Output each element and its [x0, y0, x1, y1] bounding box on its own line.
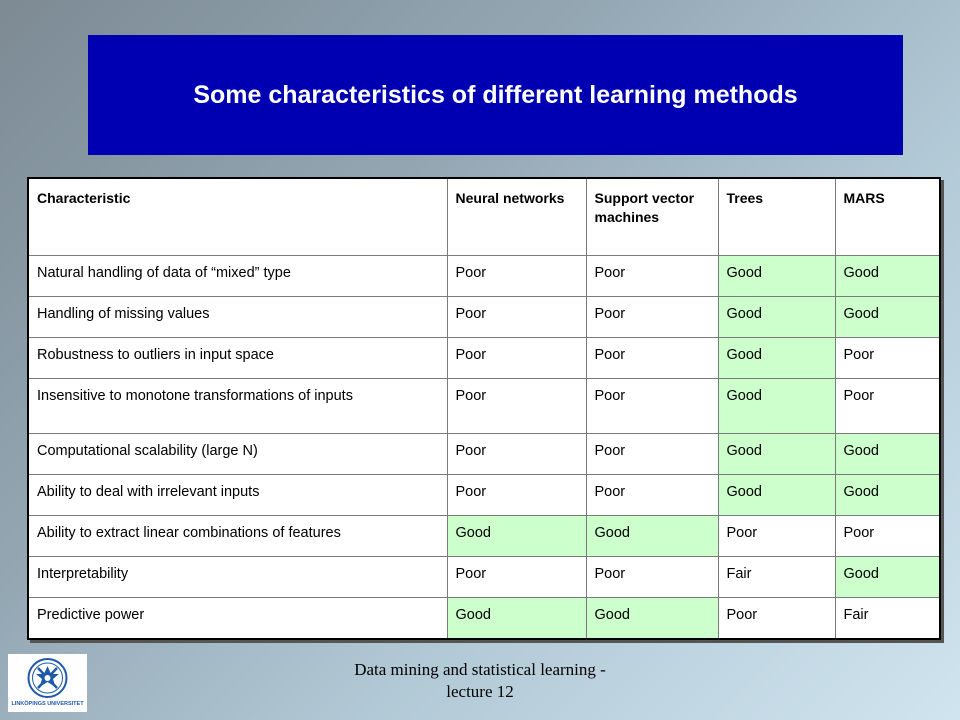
cell-characteristic: Natural handling of data of “mixed” type [28, 256, 447, 297]
cell-trees: Poor [718, 516, 835, 557]
cell-characteristic: Computational scalability (large N) [28, 434, 447, 475]
page-title: Some characteristics of different learning methods [193, 80, 798, 109]
cell-support-vector-machines: Poor [586, 379, 718, 434]
cell-mars: Poor [835, 516, 940, 557]
cell-characteristic: Robustness to outliers in input space [28, 338, 447, 379]
header-neural-networks: Neural networks [447, 178, 586, 256]
cell-characteristic: Ability to extract linear combinations of features [28, 516, 447, 557]
cell-support-vector-machines: Poor [586, 434, 718, 475]
cell-trees: Poor [718, 598, 835, 640]
cell-neural-networks: Poor [447, 379, 586, 434]
cell-neural-networks: Poor [447, 297, 586, 338]
table-row [28, 297, 940, 338]
cell-support-vector-machines: Poor [586, 475, 718, 516]
table-row [28, 434, 940, 475]
cell-support-vector-machines: Poor [586, 256, 718, 297]
logo-text: LINKÖPINGS UNIVERSITET [11, 701, 84, 707]
cell-support-vector-machines: Poor [586, 338, 718, 379]
footer-line-1: Data mining and statistical learning - [354, 660, 606, 679]
cell-mars: Good [835, 557, 940, 598]
cell-trees: Good [718, 434, 835, 475]
cell-neural-networks: Poor [447, 475, 586, 516]
cell-mars: Good [835, 297, 940, 338]
table-row [28, 516, 940, 557]
cell-trees: Good [718, 256, 835, 297]
cell-characteristic: Predictive power [28, 598, 447, 640]
table-row [28, 475, 940, 516]
cell-trees: Good [718, 475, 835, 516]
cell-neural-networks: Poor [447, 557, 586, 598]
header-support-vector-machines: Support vector machines [586, 178, 718, 256]
cell-mars: Poor [835, 379, 940, 434]
cell-mars: Fair [835, 598, 940, 640]
cell-trees: Good [718, 297, 835, 338]
footer-text [300, 659, 660, 703]
cell-neural-networks: Good [447, 516, 586, 557]
table-row [28, 557, 940, 598]
table-row [28, 379, 940, 434]
cell-mars: Good [835, 256, 940, 297]
cell-neural-networks: Poor [447, 338, 586, 379]
cell-support-vector-machines: Good [586, 598, 718, 640]
cell-characteristic: Insensitive to monotone transformations of inputs [28, 379, 447, 434]
cell-support-vector-machines: Poor [586, 297, 718, 338]
cell-mars: Good [835, 475, 940, 516]
table-header-row [28, 178, 940, 256]
footer-line-2: lecture 12 [446, 682, 514, 701]
header-characteristic: Characteristic [28, 178, 447, 256]
header-mars: MARS [835, 178, 940, 256]
cell-neural-networks: Poor [447, 256, 586, 297]
cell-characteristic: Ability to deal with irrelevant inputs [28, 475, 447, 516]
comparison-table [27, 177, 941, 640]
cell-characteristic: Interpretability [28, 557, 447, 598]
cell-trees: Good [718, 338, 835, 379]
table-row [28, 338, 940, 379]
cell-mars: Poor [835, 338, 940, 379]
cell-trees: Fair [718, 557, 835, 598]
cell-characteristic: Handling of missing values [28, 297, 447, 338]
header-trees: Trees [718, 178, 835, 256]
cell-support-vector-machines: Poor [586, 557, 718, 598]
university-logo [8, 654, 87, 712]
cell-neural-networks: Good [447, 598, 586, 640]
table-row [28, 598, 940, 640]
title-banner [88, 35, 903, 155]
table-row [28, 256, 940, 297]
cell-trees: Good [718, 379, 835, 434]
cell-neural-networks: Poor [447, 434, 586, 475]
cell-support-vector-machines: Good [586, 516, 718, 557]
cell-mars: Good [835, 434, 940, 475]
